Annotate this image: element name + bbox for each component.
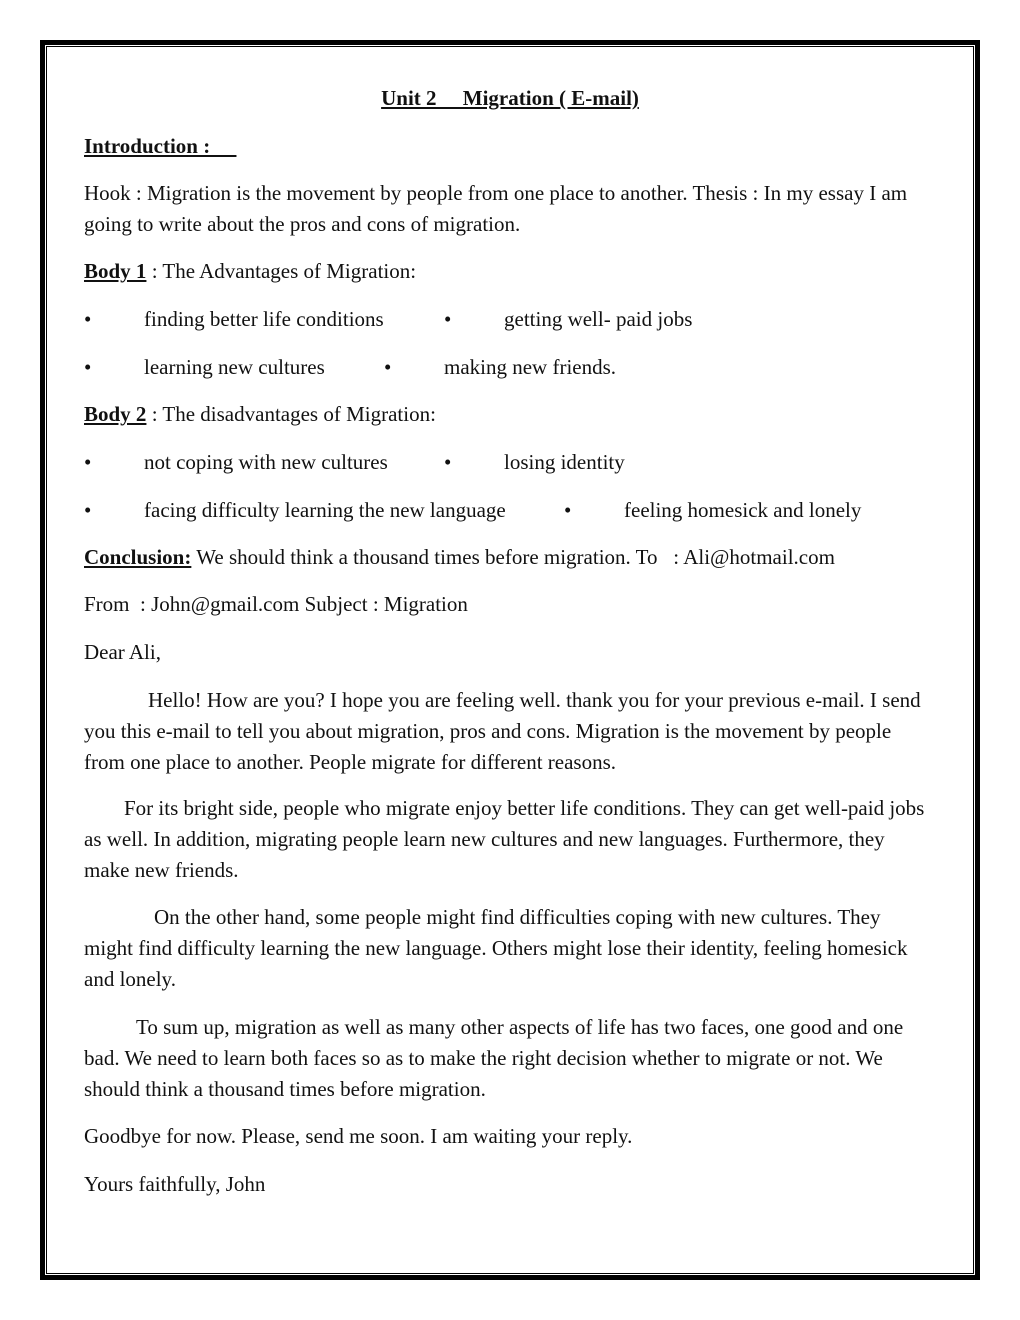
email-signature: Yours faithfully, John xyxy=(84,1172,266,1196)
list-item: facing difficulty learning the new language xyxy=(144,498,506,522)
bullet-icon: • xyxy=(444,307,452,331)
email-closing: Goodbye for now. Please, send me soon. I am waiting your reply. xyxy=(84,1124,633,1148)
title-text: Unit 2 Migration ( E-mail) xyxy=(381,86,639,110)
list-item: finding better life conditions xyxy=(144,307,384,331)
bullet-icon: • xyxy=(384,355,392,379)
introduction-heading xyxy=(84,131,929,162)
list-item: feeling homesick and lonely xyxy=(624,498,862,522)
list-item: losing identity xyxy=(504,450,625,474)
introduction-text: Hook : Migration is the movement by people from one place to another. Thesis : In my essay I am going to write about the pros and cons of migration. xyxy=(84,181,908,236)
body1-label: Body 1 xyxy=(84,259,147,283)
email-paragraph: For its bright side, people who migrate enjoy better life conditions. They can get well-paid jobs as well. In addition, migrating people learn new cultures and new languages. Furthermore, they make new friends. xyxy=(84,796,925,882)
list-item: getting well- paid jobs xyxy=(504,307,693,331)
email-from-line: From : John@gmail.com Subject : Migration xyxy=(84,592,468,616)
bullet-icon: • xyxy=(84,450,92,474)
bullet-icon: • xyxy=(84,498,92,522)
conclusion xyxy=(84,542,929,573)
document-title xyxy=(0,83,1020,114)
conclusion-label: Conclusion: xyxy=(84,545,192,569)
conclusion-text: We should think a thousand times before migration. To : Ali@hotmail.com xyxy=(191,545,835,569)
list-item: learning new cultures xyxy=(144,355,325,379)
intro-heading-text: Introduction : xyxy=(84,134,237,158)
email-paragraph: To sum up, migration as well as many other aspects of life has two faces, one good and one bad. We need to learn both faces so as to make the right decision whether to migrate or not. We should think a thousand times before migration. xyxy=(84,1015,904,1101)
bullet-icon: • xyxy=(444,450,452,474)
email-paragraph: On the other hand, some people might find difficulties coping with new cultures. They might find difficulty learning the new language. Others might lose their identity, feeling homesick and lonely. xyxy=(84,905,908,991)
list-item: not coping with new cultures xyxy=(144,450,388,474)
body2-heading xyxy=(84,399,929,430)
bullet-icon: • xyxy=(84,355,92,379)
body2-label: Body 2 xyxy=(84,402,147,426)
bullet-icon: • xyxy=(84,307,92,331)
bullet-icon: • xyxy=(564,498,572,522)
body1-title: : The Advantages of Migration: xyxy=(146,259,417,283)
body2-title: : The disadvantages of Migration: xyxy=(146,402,436,426)
body1-heading xyxy=(84,256,929,287)
email-greeting: Dear Ali, xyxy=(84,640,161,664)
list-item: making new friends. xyxy=(444,355,617,379)
email-paragraph: Hello! How are you? I hope you are feeling well. thank you for your previous e-mail. I send you this e-mail to tell you about migration, pros and cons. Migration is the movement by people from one place to another. People migrate for different reasons. xyxy=(84,688,921,774)
